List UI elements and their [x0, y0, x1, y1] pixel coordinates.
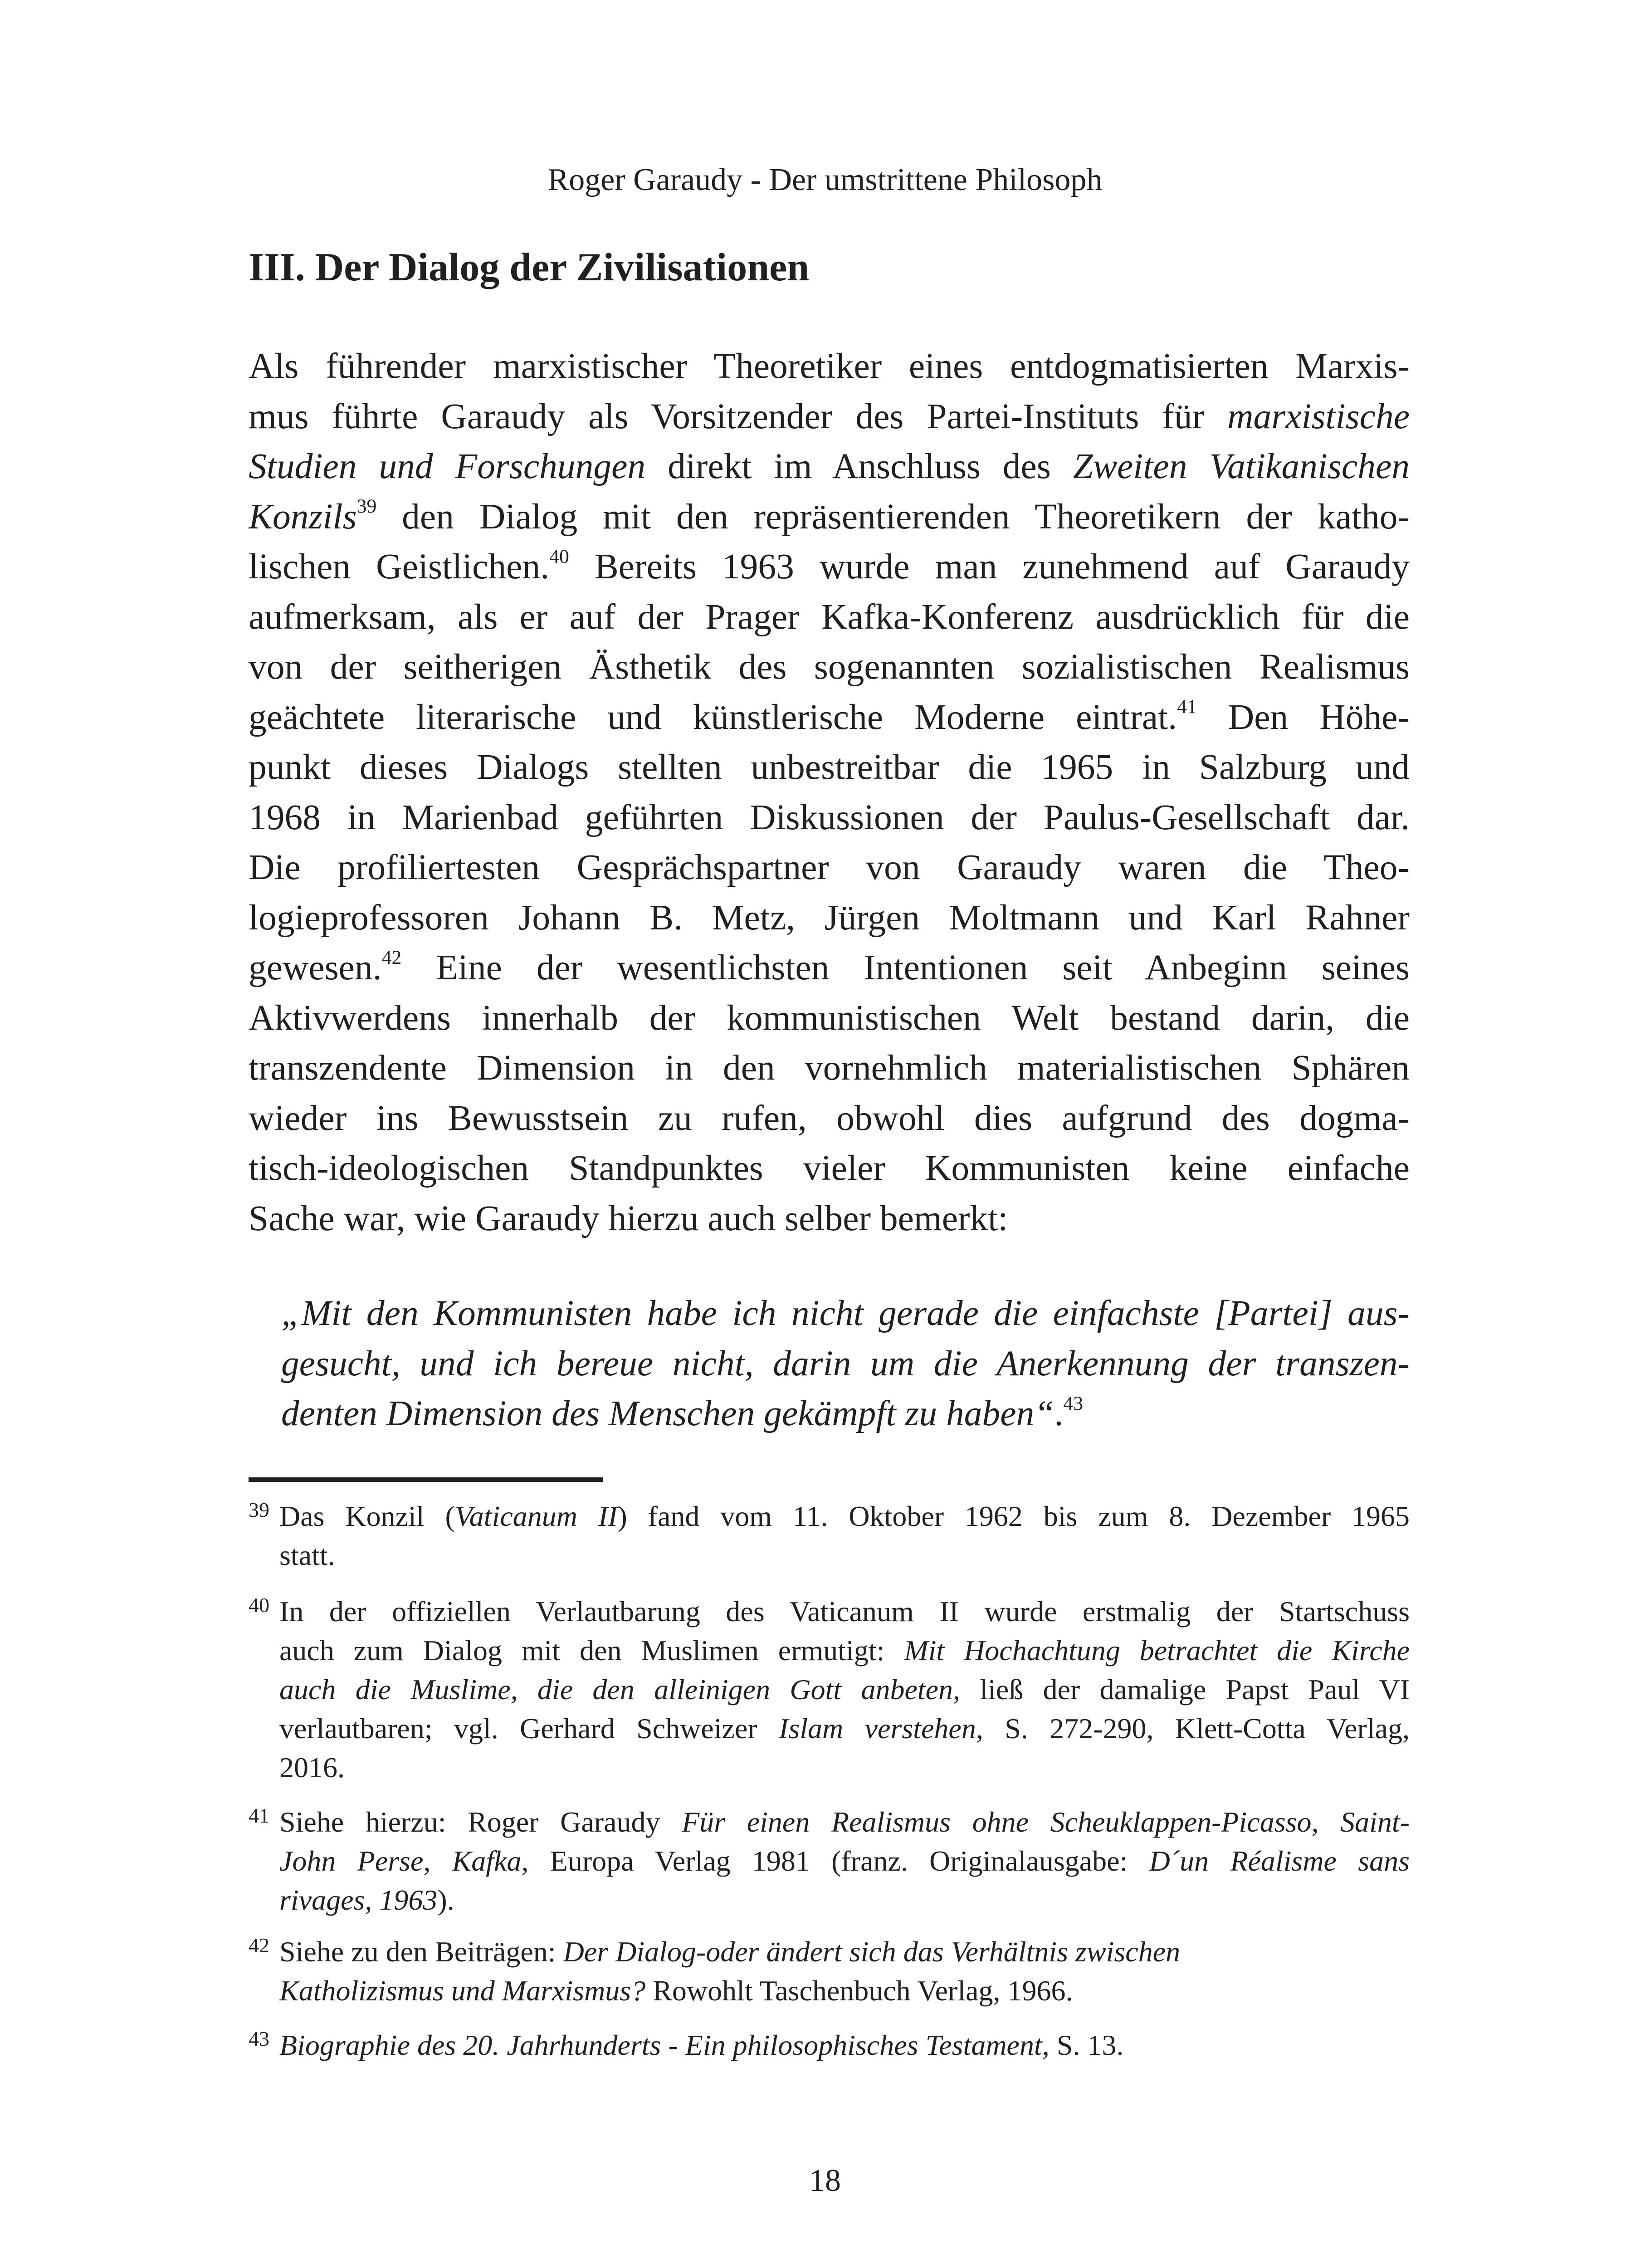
chapter-title: III. Der Dialog der Zivilisationen [249, 245, 810, 289]
footnote-number: 39 [249, 1498, 269, 1521]
body-line: punkt dieses Dialogs stellten unbestreitbar die 1965 in Salzburg und [249, 747, 1410, 787]
body-line: Die profiliertesten Gesprächspartner von Garaudy waren die Theo- [249, 847, 1410, 887]
body-line: mus führte Garaudy als Vorsitzender des Partei-Instituts für marxistische [249, 396, 1410, 436]
quote-line: gesucht, und ich bereue nicht, darin um die Anerkennung der transzen- [281, 1343, 1410, 1383]
body-line: Konzils$^{39}$ den Dialog mit den repräsentierenden Theoretikern der katho- [249, 495, 1410, 537]
footnote-ref-40[interactable]: 40 [549, 545, 569, 567]
block-quote [281, 1288, 1410, 1439]
body-line: Aktivwerdens innerhalb der kommunistischen Welt bestand darin, die [249, 997, 1410, 1038]
footnote-ref-39[interactable]: 39 [356, 495, 377, 518]
body-line: 1968 in Marienbad geführten Diskussionen der Paulus-Gesellschaft dar. [249, 797, 1410, 837]
body-line: Studien und Forschungen direkt im Anschluss des Zweiten Vatikanischen [249, 446, 1410, 486]
body-line: logieprofessoren Johann B. Metz, Jürgen Moltmann und Karl Rahner [249, 897, 1410, 938]
body-line: von der seitherigen Ästhetik des sogenannten sozialistischen Realismus [249, 647, 1410, 687]
body-line: lischen Geistlichen.$^{40}$ Bereits 1963 wurde man zunehmend auf Garaudy [249, 545, 1410, 587]
footnote-number: 43 [249, 2027, 269, 2050]
footnote-ref-43[interactable]: 43 [1063, 1392, 1084, 1414]
body-paragraph [249, 341, 1410, 1243]
book-page: Roger Garaudy - Der umstrittene Philosoph III. Der Dialog der Zivilisationen Als führender marxistischer Theoretiker eines entdogmatisierten Marxis- mus führte Garaudy als Vorsitzender des Partei-Instituts für marxistische Studien und Forschungen direkt im Anschluss des Zweiten Vatikanischen Konzils$^{39}$ den Dialog mit den repräsentierenden Theoretikern der katho- lischen Geistlichen.$^{40}$ Bereits 1963 wurde man zunehmend auf Garaudy aufmerksam, als er auf der Prager Kafka-Konferenz ausdrücklich für die von der seitherigen Ästhetik des sogenannten sozialistischen Realismus geächtete literarische und künstlerische Moderne eintrat.$^{41}$ Den Höhe- punkt dieses Dialogs stellten unbestreitbar die 1965 in Salzburg und 1968 in Marienbad geführten Diskussionen der Paulus-Gesellschaft dar. Die profiliertesten Gesprächspartner von Garaudy waren die Theo- logieprofessoren Johann B. Metz, Jürgen Moltmann und Karl Rahner gewesen.$^{42}$ Eine der wesentlichsten Intentionen seit Anbeginn seines Aktivwerdens innerhalb der kommunistischen Welt bestand darin, die transzendente Dimension in den vornehmlich materialistischen Sphären wieder ins Bewusstsein zu rufen, obwohl dies aufgrund des dogma- tisch-ideologischen Standpunktes vieler Kommunisten keine einfache Sache war, wie Garaudy hierzu auch selber bemerkt: „Mit den Kommunisten habe ich nicht gerade die einfachste [Partei] aus- gesucht, und ich bereue nicht, darin um die Anerkennung der transzen- denten Dimension des Menschen gekämpft zu haben“.$^{43}$ 39 Das Konzil (Vaticanum II) fand vom 11. Oktober 1962 bis zum 8. Dezember 1965 statt. 40 In der offiziellen Verlautbarung des Vaticanum II wurde erstmalig der Startschuss auch zum Dialog mit den Muslimen ermutigt: Mit Hochachtung betrachtet die Kirche auch die Muslime, die den alleinigen Gott anbeten, ließ der damalige Papst Paul VI verlautbaren; vgl. Gerhard Schweizer Islam verstehen, S. 272-290, Klett-Cotta Verlag, 2016. 41 Siehe hierzu: Roger Garaudy Für einen Realismus ohne Scheuklappen-Picasso, Saint- John Perse, Kafka, Europa Verlag 1981 (franz. Originalausgabe: D´un Réalisme sans rivages, 1963). 42 Siehe zu den Beiträgen: Der Dialog-oder ändert sich das Verhältnis zwischen Katholizismus und Marxismus? Rowohlt Taschenbuch Verlag, 1966. 43 Biographie des 20. Jahrhunderts - Ein philosophisches Testament, S. 13. 18 [0, 0, 1650, 2268]
quote-line: denten Dimension des Menschen gekämpft zu haben“.$^{43}$ [281, 1392, 1084, 1433]
body-line: tisch-ideologischen Standpunktes vieler Kommunisten keine einfache [249, 1148, 1410, 1188]
body-line: Sache war, wie Garaudy hierzu auch selber bemerkt: [249, 1198, 1008, 1238]
page-number: 18 [809, 2163, 841, 2198]
body-line: transzendente Dimension in den vornehmlich materialistischen Sphären [249, 1048, 1410, 1088]
quote-line: „Mit den Kommunisten habe ich nicht gerade die einfachste [Partei] aus- [281, 1293, 1410, 1333]
footnote-ref-42[interactable]: 42 [381, 946, 402, 968]
footnote-number: 41 [249, 1804, 269, 1827]
running-header: Roger Garaudy - Der umstrittene Philosoph [547, 162, 1103, 197]
footnote-separator [249, 1477, 603, 1482]
body-line: wieder ins Bewusstsein zu rufen, obwohl dies aufgrund des dogma- [249, 1098, 1410, 1138]
body-line: aufmerksam, als er auf der Prager Kafka-Konferenz ausdrücklich für die [249, 596, 1410, 637]
body-line: gewesen.$^{42}$ Eine der wesentlichsten Intentionen seit Anbeginn seines [249, 946, 1410, 987]
body-line: Als führender marxistischer Theoretiker eines entdogmatisierten Marxis- [249, 346, 1410, 386]
footnote-number: 40 [249, 1593, 269, 1617]
body-line: geächtete literarische und künstlerische Moderne eintrat.$^{41}$ Den Höhe- [249, 696, 1410, 737]
footnote-number: 42 [249, 1934, 269, 1957]
footnote-ref-41[interactable]: 41 [1177, 696, 1197, 718]
